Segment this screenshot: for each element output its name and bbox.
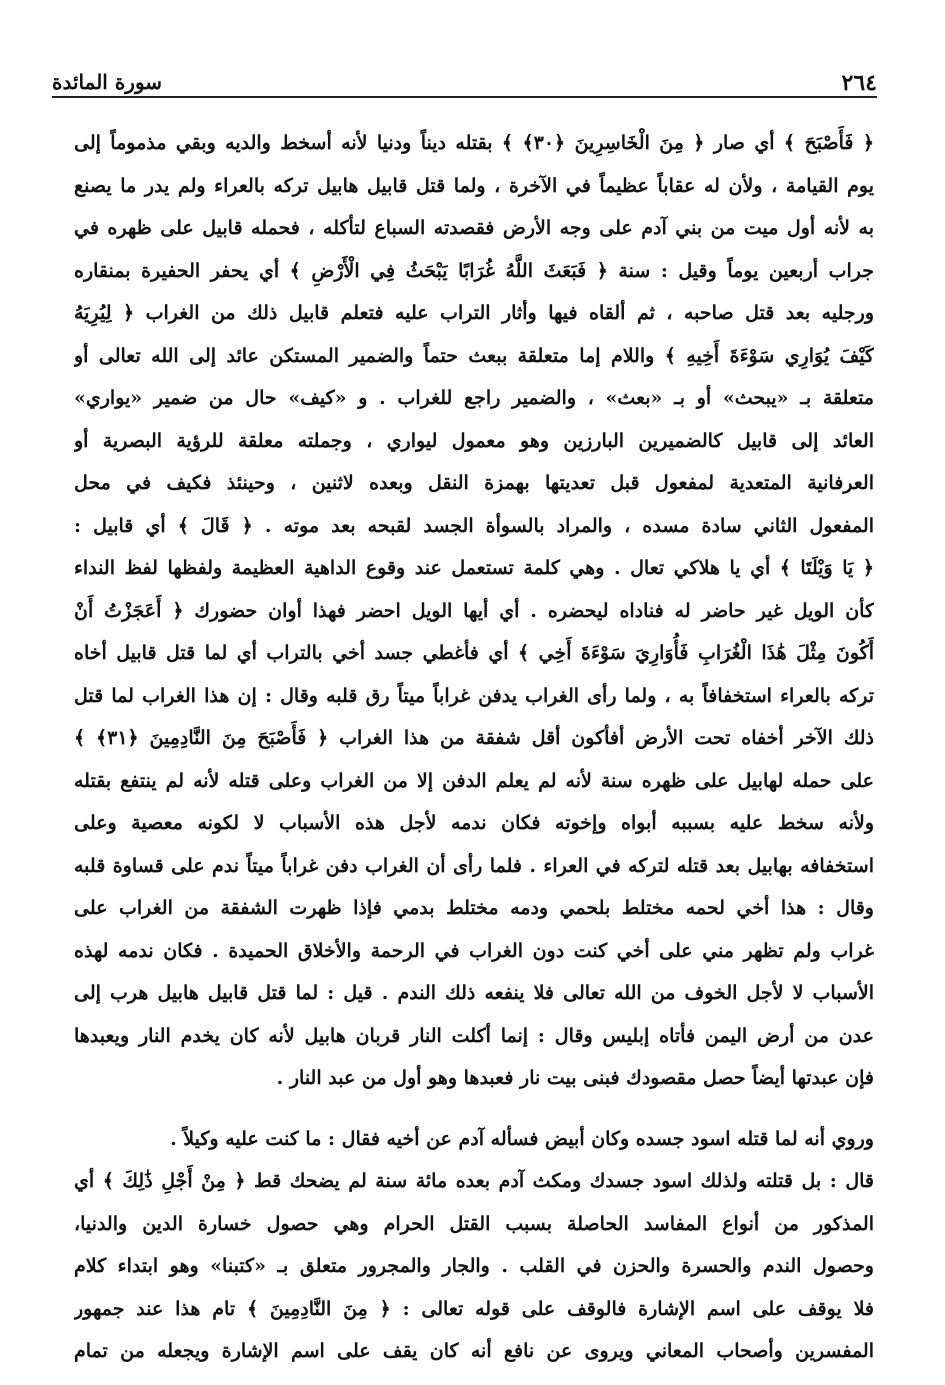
text-line: ذلك الآخر أخفاه تحت الأرض أفأكون أقل شفقة من هذا الغراب ﴿ فَأَصْبَحَ مِنَ النَّادِمِينَ ﴿٣١﴾ ﴾ [74, 727, 874, 749]
text-line: تركه بالعراء استخفافاً به ، ولما رأى الغراب يدفن غراباً ميتاً رق قلبه وقال : إن هذا الغراب لما قتل [74, 684, 874, 707]
text-line: ﴿ فَأَصْبَحَ ﴾ أي صار ﴿ مِنَ الْخَاسِرِينَ ﴿٣٠﴾ ﴾ بقتله ديناً ودنيا لأنه أسخط والديه وبقي مذموماً إلى [74, 132, 874, 154]
paragraph-2 [74, 1118, 874, 1373]
text-line: غراب ولم تظهر مني على أخي كنت دون الغراب في الرحمة والأخلاق الحميدة . فكان ندمه لهذه [74, 939, 874, 962]
text-line: جراب أربعين يوماً وقيل : سنة ﴿ فَبَعَثَ اللَّهُ غُرَابًا يَبْحَثُ فِي الْأَرْضِ ﴾ أي يحفر الحفيرة بمنقاره [74, 259, 874, 282]
text-line: الأسباب لا لأجل الخوف من الله تعالى فلا ينفعه ذلك الندم . قيل : لما قتل قابيل هابيل هرب إلى [74, 982, 874, 1004]
page-number: ٢٦٤ [832, 70, 877, 96]
text-line: كأن الويل غير حاضر له فناداه ليحضره . أي أيها الويل احضر فهذا أوان حضورك ﴿ أَعَجَزْتُ أَنْ [74, 599, 874, 622]
text-line: وروي أنه لما قتله اسود جسده وكان أبيض فسأله آدم عن أخيه فقال : ما كنت عليه وكيلاً . [170, 1127, 874, 1150]
text-line: على حمله لهابيل على ظهره سنة لأنه لم يعلم الدفن إلا من الغراب وعلى قتله لأنه لم ينتفع بقتله [74, 769, 874, 792]
text-line: أَكُونَ مِثْلَ هَٰذَا الْغُرَابِ فَأُوَارِيَ سَوْءَةَ أَخِي ﴾ أي فأغطي جسد أخي بالتراب أي لما قتل قابيل أخاه [74, 642, 874, 664]
text-line: ورجليه بعد قتل صاحبه ، ثم ألقاه فيها وأثار التراب عليه فتعلم قابيل ذلك من الغراب ﴿ لِيُرِيَهُ [74, 302, 874, 324]
text-line: متعلقة بـ «يبحث» أو بـ «بعث» ، والضمير راجع للغراب . و «كيف» حال من ضمير «يواري» [74, 387, 874, 409]
page-body [74, 122, 874, 1373]
text-line: العائد إلى قابيل كالضميرين البارزين وهو معمول ليواري ، وجملته معلقة للرؤية البصرية أو [74, 429, 874, 452]
text-line: المذكور من أنواع المفاسد الحاصلة بسبب القتل الحرام وهي حصول خسارة الدين والدنيا، [74, 1212, 874, 1235]
text-line: فإن عبدتها أيضاً حصل مقصودك فبنى بيت نار فعبدها وهو أول من عبد النار . [276, 1067, 874, 1089]
surah-title: سورة المائدة [52, 70, 172, 94]
text-line: وقال : هذا أخي لحمه مختلط بلحمي ودمه مختلط بدمي فإذا ظهرت الشفقة من الغراب على [74, 897, 874, 919]
text-line: به لأنه أول ميت من بني آدم على وجه الأرض فقصدته السباع لتأكله ، فحمله قابيل على ظهره في [74, 217, 874, 239]
text-line: ولأنه سخط عليه بسببه أبواه وإخوته فكان ندمه لأجل هذه الأسباب لا لكونه معصية وعلى [74, 812, 874, 834]
paragraph-1 [74, 122, 874, 1100]
header-rule [52, 96, 877, 98]
text-line: وحصول الندم والحسرة والحزن في القلب . والجار والمجرور متعلق بـ «كتبنا» وهو ابتداء كلام [74, 1255, 874, 1277]
text-line: يوم القيامة ، ولأن له عقاباً عظيماً في الآخرة ، ولما قتل قابيل هابيل تركه بالعراء ولم يدر ما يصنع [74, 174, 874, 197]
text-line: عدن من أرض اليمن فأتاه إبليس وقال : إنما أكلت النار قربان هابيل لأنه كان يخدم النار ويعبدها [74, 1024, 874, 1047]
text-line: العرفانية المتعدية لمفعول قبل تعديتها بهمزة النقل وبعده لاثنين ، وحينئذ فكيف في محل [74, 472, 874, 494]
page-header [52, 70, 877, 110]
text-line: كَيْفَ يُوَارِي سَوْءَةَ أَخِيهِ ﴾ واللام إما متعلقة ببعث حتماً والضمير المستكن عائد إلى الله تعالى أو [74, 344, 874, 367]
text-line: المفعول الثاني سادة مسده ، والمراد بالسوأة الجسد لقبحه بعد موته . ﴿ قَالَ ﴾ أي قابيل : [74, 514, 874, 537]
text-line: المفسرين وأصحاب المعاني ويروى عن نافع أنه كان يقف على اسم الإشارة ويجعله من تمام [74, 1340, 874, 1362]
paragraph-gap [74, 1100, 874, 1118]
text-line: ﴿ يَا وَيْلَتَا ﴾ أي يا هلاكي تعال . وهي كلمة تستعمل عند وقوع الداهية العظيمة ولفظها لفظ النداء [74, 557, 874, 579]
text-line: فلا يوقف على اسم الإشارة فالوقف على قوله تعالى : ﴿ مِنَ النَّادِمِينَ ﴾ تام هذا عند جمهور [74, 1297, 874, 1320]
text-line: قال : بل قتلته ولذلك اسود جسدك ومكث آدم بعده مائة سنة لم يضحك قط ﴿ مِنْ أَجْلِ ذَٰلِكَ ﴾ أي [74, 1170, 874, 1192]
text-line: استخفافه بهابيل بعد قتله لتركه في العراء . فلما رأى أن الغراب دفن غراباً ميتاً ندم على قساوة قلبه [74, 854, 874, 877]
